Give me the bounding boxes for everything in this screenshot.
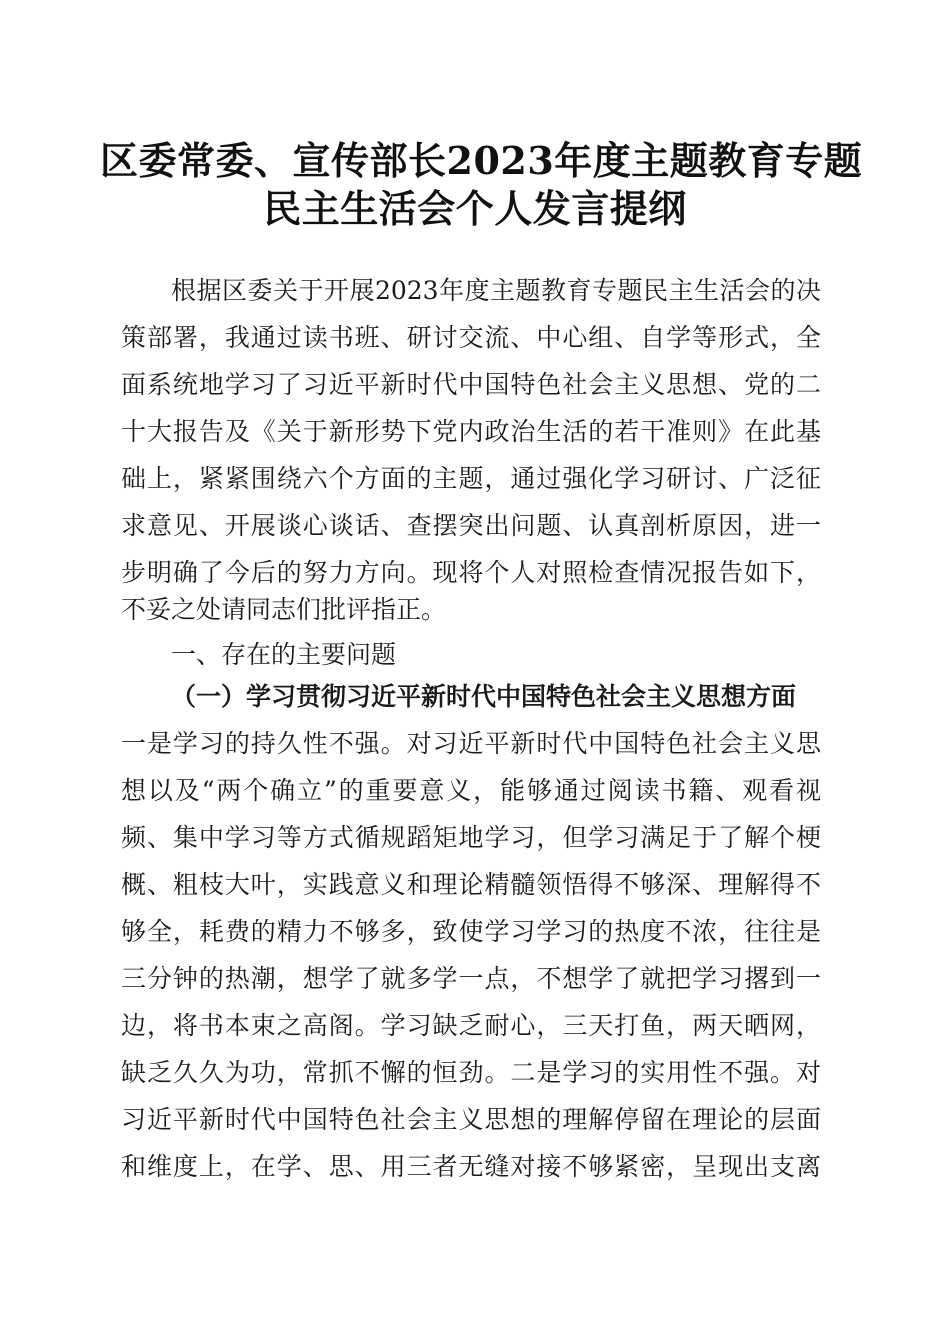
body-line: 一是学习的持久性不强。对习近平新时代中国特色社会主义思 (121, 729, 821, 758)
intro-line: 步明确了今后的努力方向。现将个人对照检查情况报告如下， (121, 558, 821, 587)
body-line: 和维度上，在学、思、用三者无缝对接不够紧密，呈现出支离 (121, 1152, 821, 1181)
body-line: 想以及“两个确立”的重要意义，能够通过阅读书籍、观看视 (121, 776, 821, 805)
intro-line: 面系统地学习了习近平新时代中国特色社会主义思想、党的二 (121, 370, 821, 399)
body-line: 边，将书本束之高阁。学习缺乏耐心，三天打鱼，两天晒网， (121, 1011, 821, 1040)
intro-line: 础上，紧紧围绕六个方面的主题，通过强化学习研讨、广泛征 (121, 464, 821, 493)
document-title-line-1: 区委常委、宣传部长2023年度主题教育专题 (100, 138, 863, 183)
subsection-heading: （一）学习贯彻习近平新时代中国特色社会主义思想方面 (171, 682, 797, 711)
body-line: 三分钟的热潮，想学了就多学一点，不想学了就把学习撂到一 (121, 964, 821, 993)
body-line: 够全，耗费的精力不够多，致使学习学习的热度不浓，往往是 (121, 917, 821, 946)
body-line: 缺乏久久为功，常抓不懈的恒劲。二是学习的实用性不强。对 (121, 1058, 821, 1087)
intro-line: 十大报告及《关于新形势下党内政治生活的若干准则》在此基 (121, 417, 821, 446)
document-title-line-2: 民主生活会个人发言提纲 (263, 186, 687, 231)
intro-line: 求意见、开展谈心谈话、查摆突出问题、认真剖析原因，进一 (121, 511, 821, 540)
intro-line: 根据区委关于开展2023年度主题教育专题民主生活会的决 (171, 276, 821, 305)
body-line: 习近平新时代中国特色社会主义思想的理解停留在理论的层面 (121, 1105, 821, 1134)
section-heading: 一、存在的主要问题 (171, 640, 397, 669)
body-line: 频、集中学习等方式循规蹈矩地学习，但学习满足于了解个梗 (121, 823, 821, 852)
intro-line: 不妥之处请同志们批评指正。 (121, 595, 447, 624)
body-line: 概、粗枝大叶，实践意义和理论精髓领悟得不够深、理解得不 (121, 870, 821, 899)
intro-line: 策部署，我通过读书班、研讨交流、中心组、自学等形式，全 (121, 323, 821, 352)
